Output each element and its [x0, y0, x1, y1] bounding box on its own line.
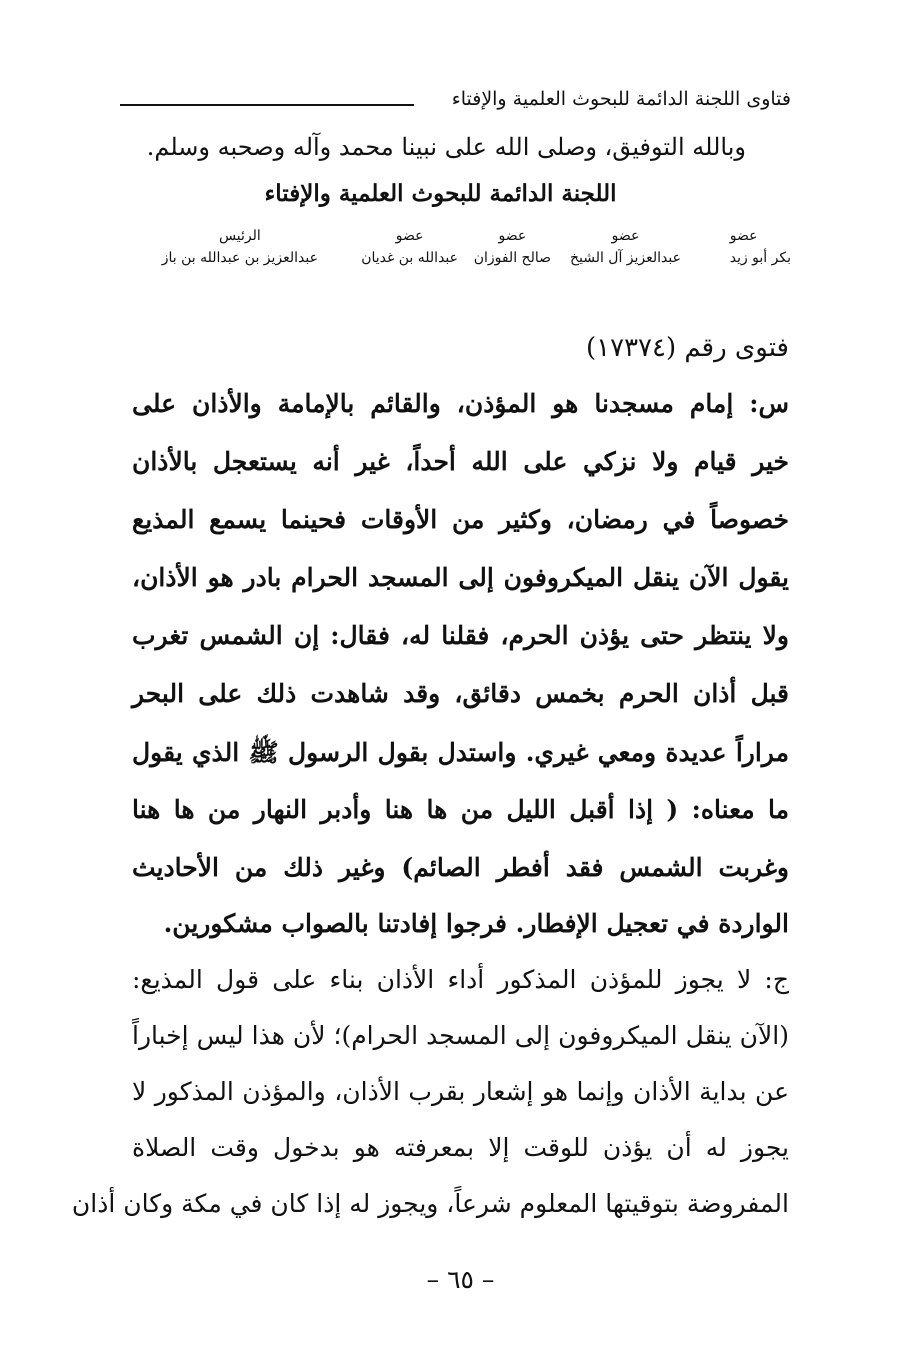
signatory-title: عضو	[611, 228, 640, 244]
signatory-name: عبدالعزيز آل الشيخ	[569, 250, 681, 266]
question-line: مراراً عديدة ومعي غيري. واستدل بقول الرسول ﷺ الذي يقول	[132, 738, 789, 767]
fatwa-number: فتوى رقم (١٧٣٧٤)	[585, 333, 789, 363]
running-header	[120, 88, 791, 128]
header-title: فتاوى اللجنة الدائمة للبحوث العلمية والإفتاء	[451, 88, 791, 110]
answer-line: يجوز له أن يؤذن للوقت إلا بمعرفته هو بدخول وقت الصلاة	[132, 1133, 789, 1162]
signatory-title: عضو	[498, 228, 527, 244]
page-number: – ٦٥ –	[426, 1265, 495, 1294]
signatory-name: بكر أبو زيد	[729, 250, 791, 266]
question-line: خصوصاً في رمضان، وكثير من الأوقات فحينما يسمع المذيع	[132, 505, 789, 534]
signatory	[570, 228, 681, 266]
answer-line: المفروضة بتوقيتها المعلوم شرعاً، ويجوز له إذا كان في مكة وكان أذان	[71, 1189, 789, 1218]
question-line: وغربت الشمس فقد أفطر الصائم) وغير ذلك من الأحاديث	[132, 853, 789, 882]
question-line: قبل أذان الحرم بخمس دقائق، وقد شاهدت ذلك على البحر	[132, 679, 789, 708]
question-line: ما معناه: ( إذا أقبل الليل من ها هنا وأدبر النهار من ها هنا	[132, 795, 789, 824]
signatory-title: عضو	[729, 228, 758, 244]
signatory	[730, 228, 791, 266]
question-line: ولا ينتظر حتى يؤذن الحرم، فقلنا له، فقال: إن الشمس تغرب	[132, 621, 789, 650]
signatory-name: عبدالعزيز بن عبدالله بن باز	[161, 250, 318, 266]
question-line: الواردة في تعجيل الإفطار. فرجوا إفادتنا بالصواب مشكورين.	[163, 909, 789, 938]
signatory	[474, 228, 551, 266]
signatory-name: صالح الفوزان	[473, 250, 551, 266]
signatory-title: الرئيس	[218, 228, 261, 244]
signatory-name: عبدالله بن غديان	[361, 250, 458, 266]
signatory	[162, 228, 318, 266]
header-rule	[120, 104, 414, 106]
answer-line: ج: لا يجوز للمؤذن المذكور أداء الأذان بناء على قول المذيع:	[132, 965, 789, 994]
committee-title: اللجنة الدائمة للبحوث العلمية والإفتاء	[264, 180, 617, 207]
answer-line: (الآن ينقل الميكروفون إلى المسجد الحرام)؛ لأن هذا ليس إخباراً	[132, 1021, 789, 1050]
question-line: يقول الآن ينقل الميكروفون إلى المسجد الحرام بادر هو الأذان،	[132, 563, 789, 592]
signatory	[361, 228, 458, 266]
question-line: خير قيام ولا نزكي على الله أحداً، غير أنه يستعجل بالأذان	[132, 447, 789, 476]
question-line: س: إمام مسجدنا هو المؤذن، والقائم بالإمامة والأذان على	[132, 389, 789, 418]
closing-line: وبالله التوفيق، وصلى الله على نبينا محمد وآله وصحبه وسلم.	[146, 133, 746, 161]
signatory-title: عضو	[395, 228, 424, 244]
answer-line: عن بداية الأذان وإنما هو إشعار بقرب الأذان، والمؤذن المذكور لا	[132, 1077, 789, 1106]
